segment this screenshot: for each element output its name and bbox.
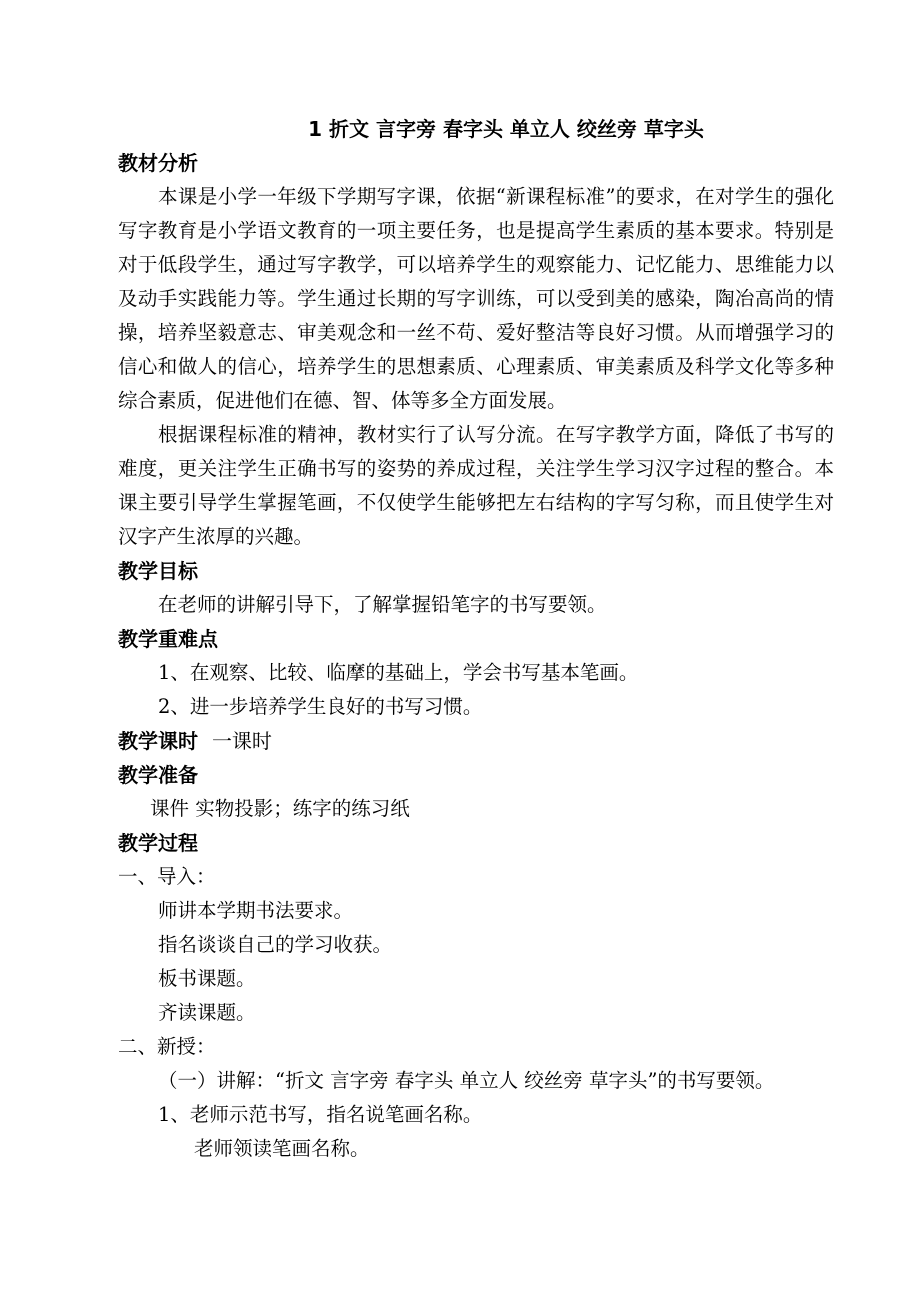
intro-item: 板书课题。: [158, 967, 256, 990]
goals-text: 在老师的讲解引导下，了解掌握铅笔字的书写要领。: [158, 593, 607, 616]
hours-value: 一课时: [211, 729, 272, 753]
document-title: 1 折文 言字旁 春字头 单立人 绞丝旁 草字头: [308, 117, 704, 141]
analysis-paragraph-1: 本课是小学一年级下学期写字课，依据“新课程标准”的要求，在对学生的强化写字教育是小学语文教育的一项主要任务，也是提高学生素质的基本要求。特别是对于低段学生，通过写字教学，可以培养学生的观察能力、记忆能力、思维能力以及动手实践能力等。学生通过长期的写字训练，可以受到美的感染，陶冶高尚的情操，培养坚毅意志、审美观念和一丝不苟、爱好整洁等良好习惯。从而增强学习的信心和做人的信心，培养学生的思想素质、心理素质、审美素质及科学文化等多种综合素质，促进他们在德、智、体等多全方面发展。: [118, 185, 834, 412]
heading-hours: [118, 724, 834, 758]
heading-analysis: 教材分析: [118, 151, 198, 175]
intro-item: 指名谈谈自己的学习收获。: [158, 933, 393, 956]
key-point-item: 1、在观察、比较、临摩的基础上，学会书写基本笔画。: [158, 661, 639, 684]
key-point-item: 2、进一步培养学生良好的书写习惯。: [158, 695, 483, 718]
new-explain: （一）讲解：“折文 言字旁 春字头 单立人 绞丝旁 草字头”的书写要领。: [158, 1069, 775, 1092]
heading-goals: 教学目标: [118, 559, 198, 583]
intro-item: 齐读课题。: [158, 1001, 256, 1024]
analysis-paragraph-2: 根据课程标准的精神，教材实行了认写分流。在写字教学方面，降低了书写的难度，更关注学生正确书写的姿势的养成过程，关注学生学习汉字过程的整合。本课主要引导学生掌握笔画，不仅使学生能够把左右结构的字写匀称，而且使学生对汉字产生浓厚的兴趣。: [118, 423, 834, 548]
hours-label: 教学课时: [118, 729, 198, 753]
new-step-1-sub: 老师领读笔画名称。: [194, 1137, 370, 1160]
intro-item: 师讲本学期书法要求。: [158, 899, 354, 922]
new-step-1: 1、老师示范书写，指名说笔画名称。: [158, 1103, 483, 1126]
document-body: [118, 112, 834, 1166]
heading-key-points: 教学重难点: [118, 627, 218, 651]
heading-process: 教学过程: [118, 831, 198, 855]
heading-preparation: 教学准备: [118, 763, 198, 787]
new-label: 二、新授：: [118, 1035, 216, 1058]
intro-label: 一、导入：: [118, 865, 216, 888]
preparation-text: 课件 实物投影；练字的练习纸: [150, 797, 410, 820]
